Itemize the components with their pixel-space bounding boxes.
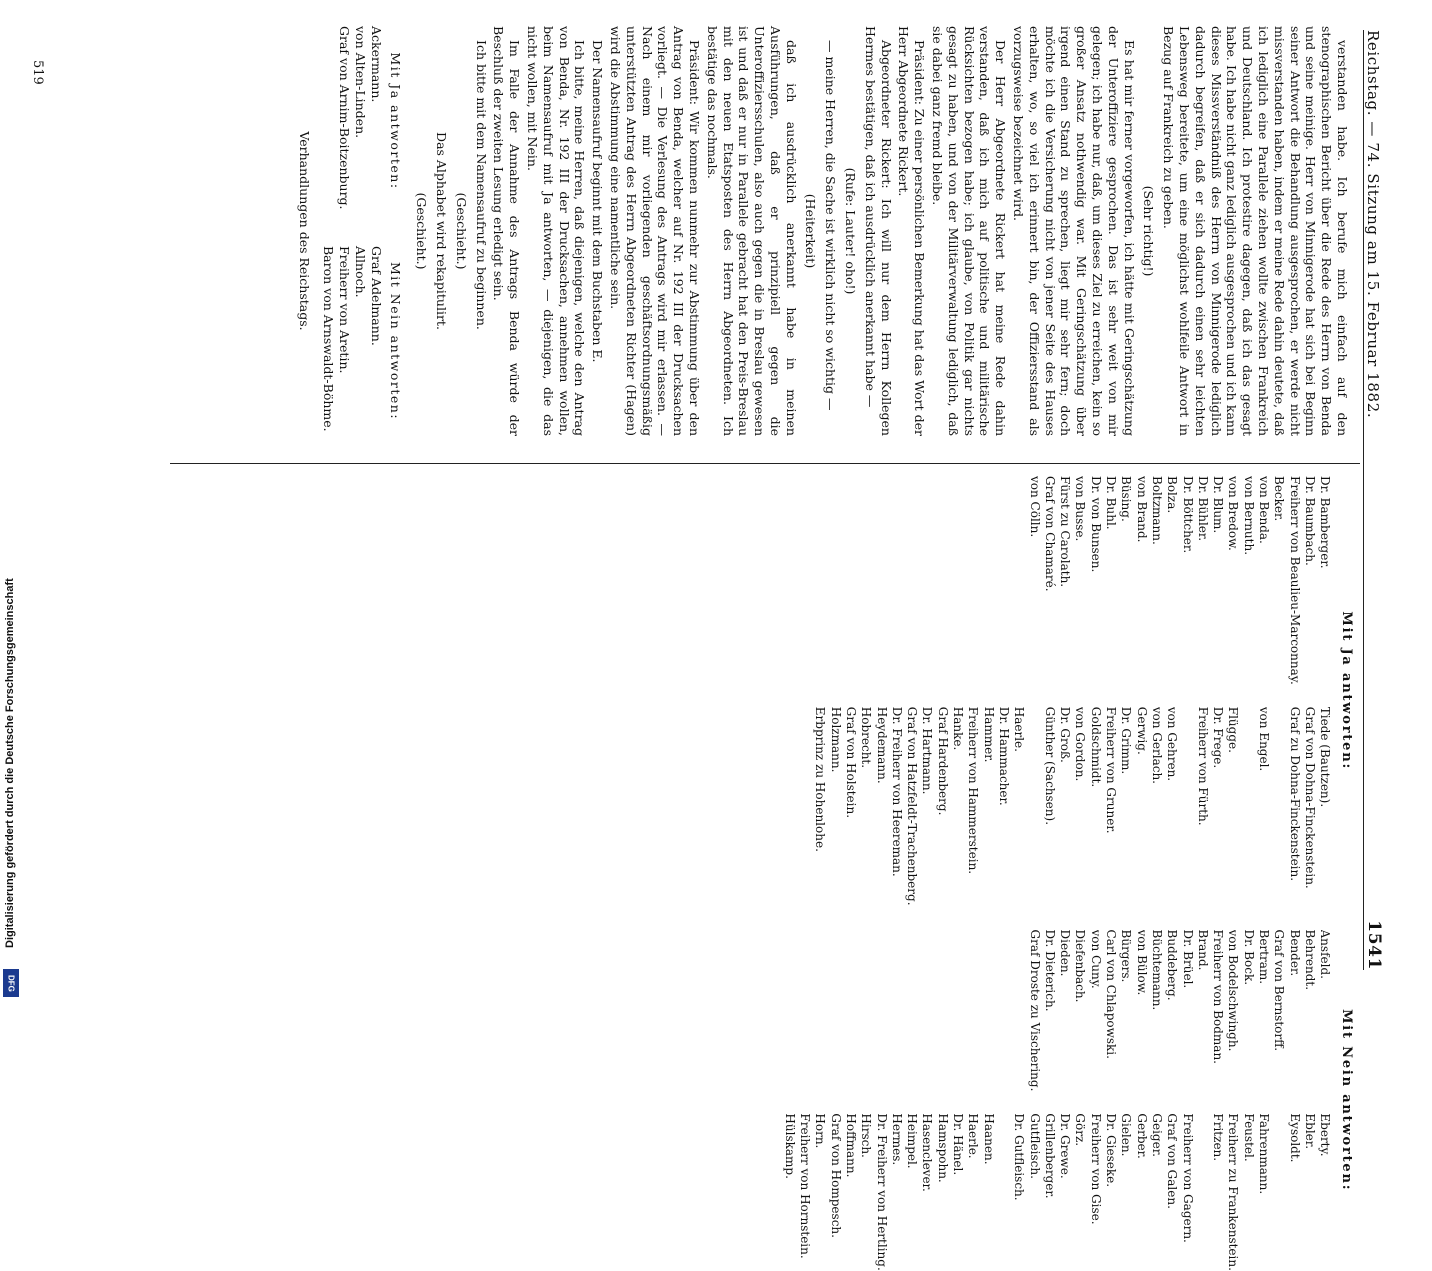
ja-col-b <box>812 707 1332 906</box>
voter-name: Graf von Dohna-Finckenstein. <box>1302 706 1317 889</box>
paragraph: Im Falle der Annahme des Antrags Benda würde der Beschluß der zweiten Lesung erledigt sein. <box>491 26 523 436</box>
voter-name: Bertram. <box>1257 929 1272 985</box>
list-item: Graf Adelmann. <box>368 246 384 346</box>
voter-name: Dr. Freiherr von Hertling. <box>874 1113 889 1271</box>
voter-name: Dr. Bühler. <box>1195 476 1210 542</box>
ja-names <box>812 476 1332 906</box>
running-title: Reichstag. — 74. Sitzung am 15. Februar 1882. <box>1364 30 1382 419</box>
voter-name: Heydemann. <box>874 706 889 784</box>
voter-name: Hanke. <box>951 706 966 751</box>
voter-name: Eysoldt. <box>1287 1113 1302 1163</box>
voter-name: Boltzmann. <box>1149 476 1164 545</box>
paragraph: Ich bitte, meine Herren, daß diejenigen, welche den Antrag von Benda, Nr. 192 III der Drucksachen, annehmen wollen, beim Namensaufruf mit Ja antworten, — diejenigen, die das nicht wollen, mit Nein. <box>524 26 588 436</box>
voter-name: Dr. Böttcher. <box>1180 476 1195 554</box>
paragraph: Das Alphabet wird rekapitulirt. <box>433 132 449 330</box>
voter-name: Görz. <box>1073 1113 1088 1147</box>
paragraph: Es hat mir ferner vorgeworfen, ich hätte mit Geringschätzung der Unteroffiziere gesprochen. Das ist sehr weit von mir gelegen; ich habe nur, daß, um dieses Ziel zu erreichen, kein so großer Ansatz nothwendig war. Mit Geringschätzung über irgend einen Stand zu sprechen, liegt mir sehr fern; doch möchte ich die Versicherung nicht von jener Seite des Hauses erhalten, wo, so viel ich erinnert bin, der Offiziersstand als vorzugsweise bezeichnet wird. <box>1011 26 1137 436</box>
voter-name: Graf zu Dohna-Finckenstein. <box>1287 706 1302 882</box>
paragraph: Der Namensaufruf beginnt mit dem Buchstaben E. <box>590 40 606 363</box>
voter-name: von Benda. <box>1257 476 1272 544</box>
voter-name: Dr. Frege. <box>1211 706 1226 769</box>
voter-name: Büsing. <box>1119 476 1134 522</box>
voter-name: Graf von Hatzfeldt-Trachenberg. <box>905 706 920 906</box>
voter-name: Eberty. <box>1318 1113 1333 1157</box>
page-number: 1541 <box>1364 920 1384 970</box>
left-ja-list <box>320 26 407 216</box>
left-column <box>293 26 1350 436</box>
voter-name: von Bernuth. <box>1241 476 1256 556</box>
voter-name: Dr. Brüel. <box>1180 929 1195 989</box>
voter-name: Fürst zu Carolath. <box>1058 476 1073 588</box>
voter-name: Günther (Sachsen). <box>1042 706 1057 826</box>
list-item: von Alten-Linden. <box>352 26 368 139</box>
voter-name: Fritzen. <box>1211 1113 1226 1162</box>
voter-name: von Bülow. <box>1134 929 1149 996</box>
paragraph: Präsident: Wir kommen nunmehr zur Abstimmung über den Antrag von Benda, welcher auf Nr. 192 III der Drucksachen vorliegt. — Die Verlesung des Antrags wird mir erlassen. — Nach einem mir vorliegenden geschäftsordnungsmäßig unterstützten Antrag des Herrn Abgeordneten Richter (Hagen) wird die Abstimmung eine namentliche sein. <box>607 26 702 436</box>
voter-name <box>1195 1113 1210 1271</box>
voter-name: Freiherr von Fürth. <box>1195 706 1210 826</box>
voter-name: Hoffmann. <box>844 1113 858 1178</box>
voter-name: Dr. Gutfleisch. <box>1012 1113 1027 1201</box>
voter-name: Hermes. <box>889 1113 904 1166</box>
voter-name <box>1179 707 1194 906</box>
right-column <box>782 476 1354 1271</box>
closing-line: Verhandlungen des Reichstags. <box>297 131 313 331</box>
nein-col-a <box>782 930 1333 1092</box>
voter-name: Freiherr von Gagern. <box>1180 1113 1195 1243</box>
voter-name: von Cölln. <box>1027 476 1042 538</box>
nein-col-b <box>782 1113 1333 1271</box>
nein-names <box>782 930 1333 1271</box>
interjection: (Geschieht.) <box>414 192 430 270</box>
list-item: Graf von Arnim-Boitzenburg. <box>336 26 352 210</box>
paragraph: daß ich ausdrücklich anerkannt habe in meinen Ausführungen, daß er prinzipiell gegen die Unteroffiziersschulen, also auch gegen die in Breslau gewesen ist und daß er nur in Parallele gebracht hat den Preis-Breslau mit den neuen Etatsposten des Herrn Abgeordneten. Ich bestätige das nochmals. <box>704 26 799 436</box>
voter-name: von Bodelschwingh. <box>1226 929 1241 1052</box>
voter-name: von Cuny. <box>1088 929 1103 989</box>
voter-name: Heimpel. <box>905 1113 920 1169</box>
voter-name: Freiherr von Hammerstein. <box>966 706 981 875</box>
list-item: Freiherr von Aretin. <box>336 246 352 374</box>
voter-name: Dr. Gieseke. <box>1104 1113 1119 1188</box>
voter-name <box>1240 707 1255 906</box>
voter-name: Ebler. <box>1302 1113 1317 1150</box>
credit-text: Digitalisierung gefördert durch die Deutsche Forschungsgemeinschaft <box>4 578 16 948</box>
voter-name: Hobrecht. <box>859 706 874 769</box>
voter-name: Dieden. <box>1058 929 1073 977</box>
voter-name: Freiherr von Hornstein. <box>798 1113 813 1259</box>
voter-name <box>1026 707 1041 906</box>
list-item: Ackermann. <box>368 26 384 103</box>
nein-title: Mit Nein antworten: <box>1339 1009 1354 1192</box>
voter-name: Hammer. <box>981 706 996 763</box>
ja-heading: Mit Ja antworten: <box>388 52 404 190</box>
voter-name: Gerwig. <box>1134 706 1149 755</box>
voter-name: Dr. Freiherr von Heereman. <box>889 706 904 877</box>
voter-name: Gerber. <box>1134 1113 1149 1159</box>
voter-name: von Bredow. <box>1226 476 1241 551</box>
list-item: Allnoch. <box>352 246 368 298</box>
voter-name <box>1271 707 1286 906</box>
voter-name: von Gordon. <box>1073 706 1088 782</box>
voter-name: von Brand. <box>1134 476 1149 543</box>
voter-name: Gutfleisch. <box>1027 1113 1042 1179</box>
voter-name: Bürgers. <box>1119 929 1134 983</box>
voter-name: Ansfeld. <box>1318 929 1333 979</box>
voter-name: Graf von Bernstorff. <box>1272 929 1287 1052</box>
voter-name: Hasenclever. <box>920 1113 935 1192</box>
voter-name <box>1271 1113 1286 1271</box>
left-nein-list <box>320 246 407 436</box>
voter-name: Horn. <box>813 1113 828 1149</box>
voter-name: Dr. Bamberger. <box>1318 476 1333 569</box>
paragraph: Präsident: Zu einer persönlichen Bemerkung hat das Wort der Herr Abgeordnete Rickert. <box>896 26 928 436</box>
paragraph: — meine Herren, die Sache ist wirklich nicht so wichtig — <box>823 40 839 411</box>
voter-name: Behrendt. <box>1302 929 1317 991</box>
voter-name: Flügge. <box>1226 706 1241 753</box>
voter-name: Graf von Holstein. <box>844 706 858 819</box>
voter-name: Freiherr von Gise. <box>1088 1113 1103 1225</box>
voter-name: Dr. Blum. <box>1211 476 1226 534</box>
voter-name: Freiherr zu Frankenstein. <box>1226 1113 1241 1271</box>
voter-name: Dr. Dieterich. <box>1042 929 1057 1012</box>
voter-name: Hülskamp. <box>782 1113 797 1179</box>
voter-name: Gielen. <box>1119 1113 1134 1157</box>
voter-name: Buddeberg. <box>1165 929 1180 1001</box>
digitization-credit <box>0 0 22 1000</box>
voter-name: Bolza. <box>1165 476 1180 514</box>
voter-name: Graf von Chamaré. <box>1042 476 1057 592</box>
voter-name: Dr. Baumbach. <box>1302 476 1317 566</box>
voter-name: Brand. <box>1195 929 1210 971</box>
paragraph: Ich bitte mit dem Namensaufruf zu beginnen. <box>473 40 489 330</box>
paragraph: Der Herr Abgeordnete Rickert hat meine Rede dahin verstanden, daß ich mich auf politische und militärische Rücksichten bezogen habe; ich glaube, von Politik gar nichts gesagt zu haben, und von der Militärverwaltung lediglich, daß sie dabei ganz fremd bleibe. <box>930 26 1009 436</box>
dfg-logo: DFG <box>3 969 19 997</box>
voter-name: Dr. Grimm. <box>1119 706 1134 775</box>
voter-name: Goldschmidt. <box>1088 706 1103 788</box>
voter-name: Haanen. <box>981 1113 996 1165</box>
voter-name: Holzmann. <box>828 706 843 773</box>
voter-name: Diefenbach. <box>1073 929 1088 1003</box>
page-header <box>1363 30 1392 970</box>
column-divider <box>170 463 1360 464</box>
ja-col-a <box>812 476 1332 685</box>
voter-name: Haerle. <box>1012 706 1027 752</box>
voter-name: Feustel. <box>1241 1113 1256 1162</box>
voter-name: Fahrenmann. <box>1257 1113 1272 1195</box>
voter-name: Hirsch. <box>859 1113 874 1158</box>
voter-name: von Gehren. <box>1165 706 1180 782</box>
voter-name: Dr. Groß. <box>1058 706 1073 763</box>
ja-section <box>782 476 1354 906</box>
voter-name: Erbprinz zu Hohenlohe. <box>813 706 828 852</box>
voter-name: Graf von Hompesch. <box>828 1113 843 1238</box>
voter-name: Freiherr von Beaulieu-Marconnay. <box>1287 476 1302 685</box>
voter-name: Graf Droste zu Vischering. <box>1027 929 1042 1092</box>
nein-section <box>782 930 1354 1271</box>
voter-name: Graf von Galen. <box>1165 1113 1180 1209</box>
voter-name: von Engel. <box>1257 706 1272 772</box>
interjection: (Sehr richtig!) <box>1141 185 1157 277</box>
voter-name: Grillenberger. <box>1042 1113 1057 1199</box>
voter-name: Dr. von Bunsen. <box>1088 476 1103 573</box>
voter-name: von Gerlach. <box>1149 706 1164 784</box>
interjection: (Geschieht.) <box>453 192 469 270</box>
voter-name: von Busse. <box>1073 476 1088 542</box>
interjection: (Rufe: Lauter! oho!) <box>843 167 859 295</box>
voter-name: Becker. <box>1272 476 1287 522</box>
voter-name: Dr. Hänel. <box>951 1113 966 1176</box>
voter-name: Büchtemann. <box>1149 929 1164 1011</box>
interjection: (Heiterkeit) <box>803 193 819 269</box>
voter-name: Dr. Bock. <box>1241 929 1256 986</box>
paragraph: verstanden habe. Ich berufe mich einfach auf den stenographischen Bericht über die Rede des Herrn von Benda und seine meinige. Herr von Minnigerode hat sich bei Beginn seiner Antwort die Behandlung ausgesprochen, er werde nicht missverstanden haben, indem er meine Rede dahin deutete, daß ich lediglich eine Parallele ziehen wollte zwischen Frankreich und Deutschland. Ich protestire dagegen, daß ich das gesagt habe. Ich habe nicht ganz lediglich ausgesprochen und ich kann dieses Missverständniß des Herrn von Minnigerode lediglich dadurch begreifen, daß er sich dadurch einen sehr leichten Lebensweg bereitete, um eine möglichst wohlfeile Antwort in Bezug auf Frankreich zu geben. <box>1161 26 1350 436</box>
voter-name: Freiherr von Bodman. <box>1211 929 1226 1064</box>
footer-page-number: 519 <box>30 60 45 85</box>
list-item: Baron von Arnswaldt-Böhme. <box>321 246 337 432</box>
left-vote-block <box>320 26 407 436</box>
voter-name <box>996 1113 1011 1271</box>
voter-name: Geiger. <box>1149 1113 1164 1157</box>
voter-name: Graf Hardenberg. <box>935 706 950 816</box>
voter-name: Dr. Hammacher. <box>996 706 1011 806</box>
vote-columns <box>782 476 1354 1271</box>
voter-name: Freiherr von Gruner. <box>1104 706 1119 834</box>
voter-name: Dr. Buhl. <box>1104 476 1119 530</box>
voter-name: Carl von Chlapowski. <box>1104 929 1119 1059</box>
voter-name: Bender. <box>1287 929 1302 977</box>
voter-name: Hamspohn. <box>935 1113 950 1183</box>
voter-name: Tiede (Bautzen). <box>1318 706 1333 808</box>
ja-title: Mit Ja antworten: <box>1339 611 1354 771</box>
nein-heading: Mit Nein antworten: <box>388 261 404 421</box>
paragraph: Abgeordneter Rickert: Ich will nur dem Herrn Kollegen Hermes bestätigen, daß ich ausdrücklich anerkannt habe — <box>862 26 894 436</box>
voter-name: Dr. Grewe. <box>1058 1113 1073 1179</box>
voter-name: Haerle. <box>966 1113 981 1159</box>
voter-name: Dr. Hartmann. <box>920 706 935 795</box>
